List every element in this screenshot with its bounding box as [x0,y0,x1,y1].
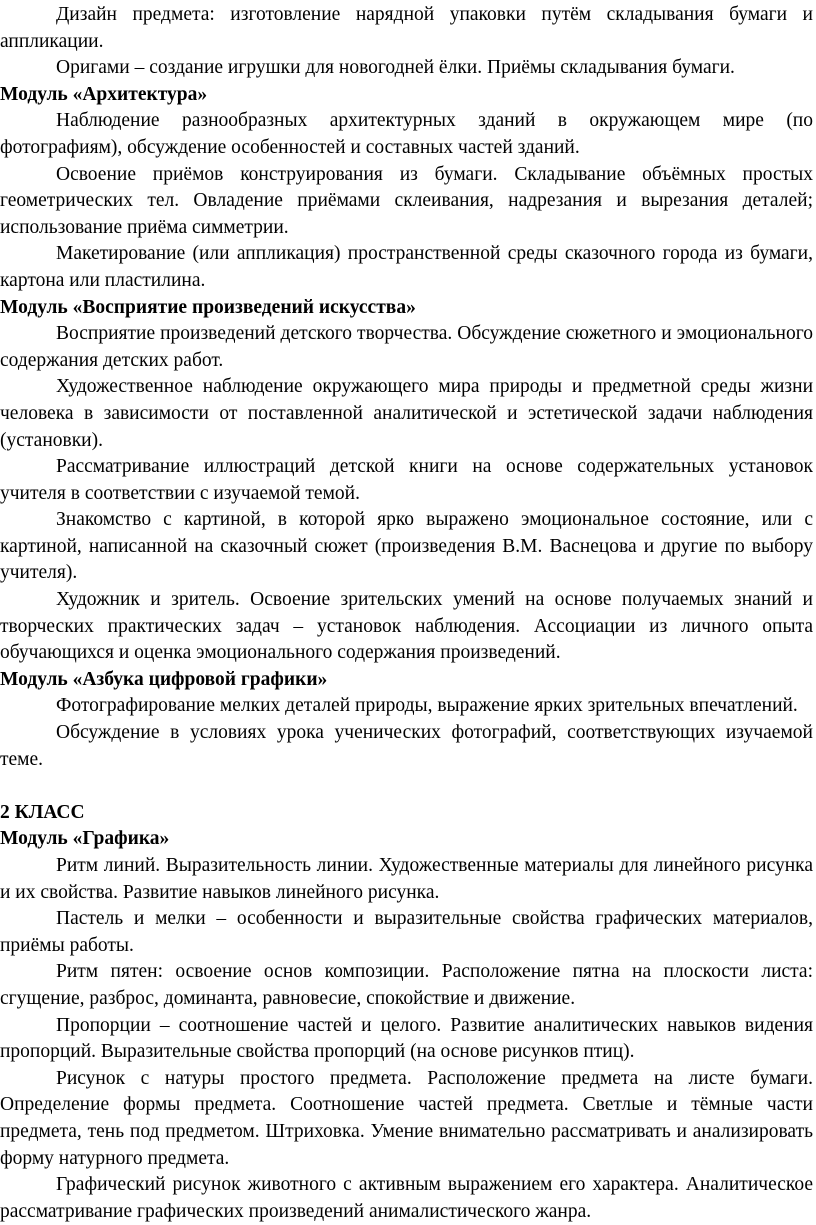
paragraph-children-works: Восприятие произведений детского творчества. Обсуждение сюжетного и эмоционального содержания детских работ. [0,323,813,371]
paragraph-building-observation: Наблюдение разнообразных архитектурных зданий в окружающем мире (по фотографиям), обсуждение особенностей и составных частей зданий. [0,110,813,158]
paragraph-artist-viewer: Художник и зритель. Освоение зрительских умений на основе получаемых знаний и творческих практических задач – установок наблюдения. Ассоциации из личного опыта обучающихся и оценка эмоционального содержания произведений. [0,589,813,664]
paragraph-nature-observation: Художественное наблюдение окружающего мира природы и предметной среды жизни человека в зависимости от поставленной аналитической и эстетической задачи наблюдения (установки). [0,376,813,451]
paragraph-animal-drawing: Графический рисунок животного с активным выражением его характера. Аналитическое рассматривание графических произведений анималистического жанра. [0,1174,813,1222]
paragraph-painting-acquaintance: Знакомство с картиной, в которой ярко выражено эмоциональное состояние, или с картиной, написанной на сказочный сюжет (произведения В.М. Васнецова и другие по выбору учителя). [0,509,813,584]
heading-module-digital-graphics: Модуль «Азбука цифровой графики» [0,668,328,690]
paragraph-line-rhythm: Ритм линий. Выразительность линии. Художественные материалы для линейного рисунка и их свойства. Развитие навыков линейного рисунка. [0,855,813,903]
paragraph-packaging-design: Дизайн предмета: изготовление нарядной упаковки путём складывания бумаги и аппликации. [0,4,813,52]
paragraph-spot-rhythm: Ритм пятен: освоение основ композиции. Расположение пятна на плоскости листа: сгущение, разброс, доминанта, равновесие, спокойствие и движение. [0,961,813,1009]
paragraph-still-life-drawing: Рисунок с натуры простого предмета. Расположение предмета на листе бумаги. Определение формы предмета. Соотношение частей предмета. Светлые и тёмные части предмета, тень под предметом. Штриховка. Умение внимательно рассматривать и анализировать форму натурного предмета. [0,1067,813,1169]
heading-grade-2: 2 КЛАСС [0,801,85,823]
paragraph-proportions: Пропорции – соотношение частей и целого. Развитие аналитических навыков видения пропорций. Выразительные свойства пропорций (на основе рисунков птиц). [0,1014,813,1063]
paragraph-paper-construction: Освоение приёмов конструирования из бумаги. Складывание объёмных простых геометрических тел. Овладение приёмами склеивания, надрезания и вырезания деталей; использование приёма симметрии. [0,163,813,238]
blank-line [0,773,813,800]
heading-module-art-perception: Модуль «Восприятие произведений искусства» [0,296,416,318]
paragraph-city-model: Макетирование (или аппликация) пространственной среды сказочного города из бумаги, картона или пластилина. [0,243,813,291]
paragraph-photography: Фотографирование мелких деталей природы, выражение ярких зрительных впечатлений. [56,695,798,717]
paragraph-pastel-crayons: Пастель и мелки – особенности и выразительные свойства графических материалов, приёмы работы. [0,908,813,956]
paragraph-book-illustrations: Рассматривание иллюстраций детской книги на основе содержательных установок учителя в соответствии с изучаемой темой. [0,456,813,504]
heading-module-architecture: Модуль «Архитектура» [0,83,208,105]
paragraph-photo-discussion: Обсуждение в условиях урока ученических фотографий, соответствующих изучаемой теме. [0,722,813,770]
paragraph-origami: Оригами – создание игрушки для новогодней ёлки. Приёмы складывания бумаги. [56,57,735,79]
heading-module-graphics: Модуль «Графика» [0,828,170,850]
